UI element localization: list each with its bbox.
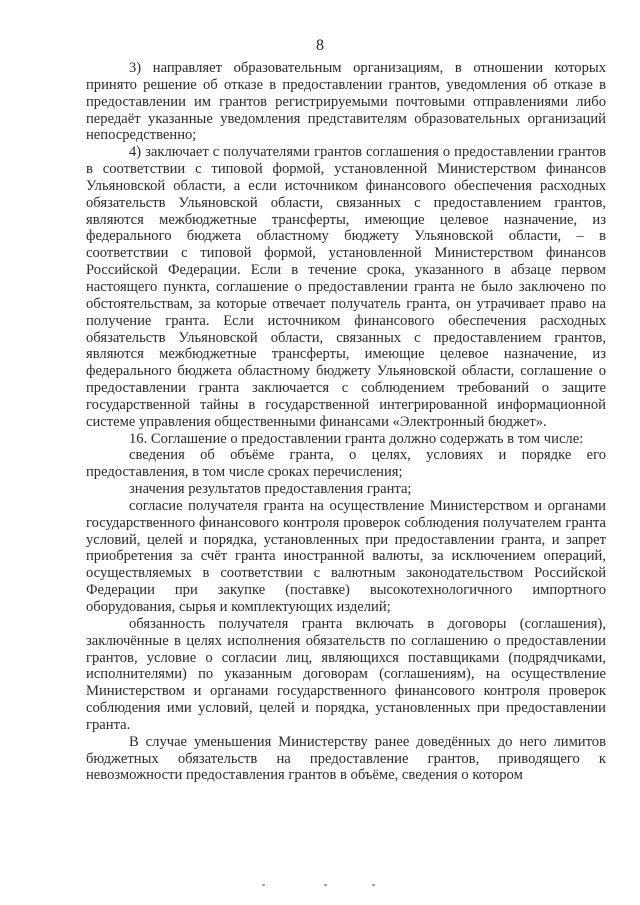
paragraph-grant-results: значения результатов предоставления гранта; — [129, 481, 412, 498]
page-number: 8 — [316, 37, 324, 54]
paragraph-clause-16: 16. Соглашение о предоставлении гранта должно содержать в том числе: — [129, 430, 584, 447]
paragraph-limit-reduction: В случае уменьшения Министерству ранее доведённых до него лимитов бюджетных обязательств на предоставление грантов, приводящего к невозможности предоставления грантов в объёме, сведения о котором — [86, 733, 606, 784]
paragraph-grant-volume: сведения об объёме гранта, о целях, условиях и порядке его предоставления, в том числе сроках перечисления; — [86, 447, 606, 481]
paragraph-recipient-consent: согласие получателя гранта на осуществление Министерством и органами государственного финансового контроля проверок соблюдения получателем гранта условий, целей и порядка, установленных при предоставлении гранта, и запрет приобретения за счёт гранта иностранной валюты, за исключением операций, осуществляемых в соответствии с валютным законодательством Российской Федерации при закупке (поставке) высокотехнологичного импортного оборудования, сырья и комплектующих изделий; — [86, 497, 606, 615]
paragraph-item-3: 3) направляет образовательным организациям, в отношении которых принято решение об отказе в предоставлении грантов, уведомления об отказе в предоставлении им грантов регистрируемыми почтовыми отправлениями либо передаёт указанные уведомления представителям образовательных организаций непосредственно; — [86, 60, 606, 144]
scan-speck — [262, 884, 265, 886]
scan-speck — [324, 884, 327, 886]
document-body — [86, 60, 606, 784]
paragraph-recipient-obligation: обязанность получателя гранта включать в договоры (соглашения), заключённые в целях исполнения обязательств по соглашению о предоставлении грантов, условие о согласии лиц, являющихся поставщиками (подрядчиками, исполнителями) по указанным договорам (соглашениям), на осуществление Министерством и органами государственного финансового контроля проверок соблюдения ими условий, целей и порядка, установленных при предоставлении гранта. — [86, 615, 606, 733]
scan-speck — [372, 884, 375, 886]
paragraph-item-4: 4) заключает с получателями грантов соглашения о предоставлении грантов в соответствии с типовой формой, установленной Министерством финансов Ульяновской области, а если источником финансового обеспечения расходных обязательств Ульяновской области, связанных с предоставлением грантов, являются межбюджетные трансферты, имеющие целевое назначение, из федерального бюджета областному бюджету Ульяновской области, – в соответствии с типовой формой, установленной Министерством финансов Российской Федерации. Если в течение срока, указанного в абзаце первом настоящего пункта, соглашение о предоставлении гранта не было заключено по обстоятельствам, за которые отвечает получатель гранта, он утрачивает право на получение гранта. Если источником финансового обеспечения расходных обязательств Ульяновской области, связанных с предоставлением грантов, являются межбюджетные трансферты, имеющие целевое назначение, из федерального бюджета областному бюджету Ульяновской области, соглашение о предоставлении гранта заключается с соблюдением требований о защите государственной тайны в государственной интегрированной информационной системе управления общественными финансами «Электронный бюджет». — [86, 144, 606, 430]
